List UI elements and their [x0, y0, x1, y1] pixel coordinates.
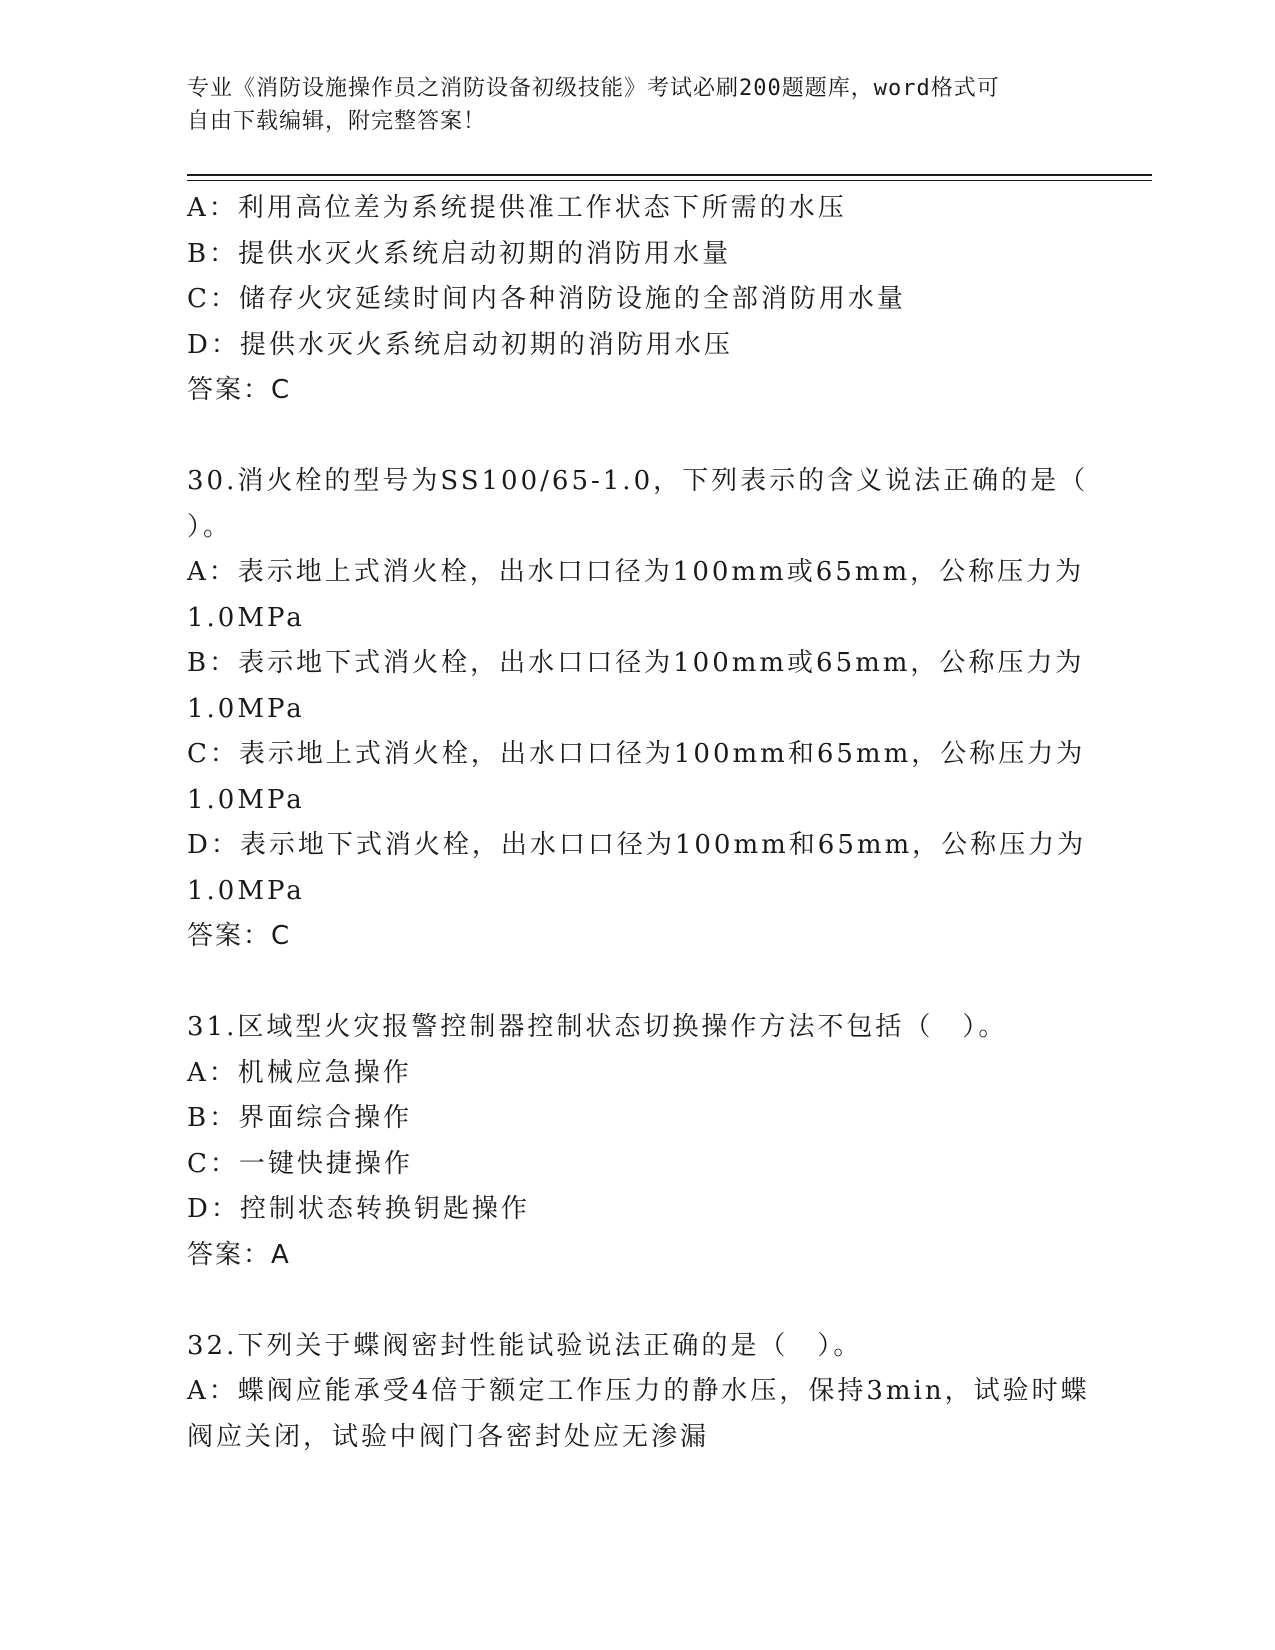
option-a: A：表示地上式消火栓，出水口口径为100mm或65mm，公称压力为	[187, 557, 1085, 587]
option-a: A：利用高位差为系统提供准工作状态下所需的水压	[187, 193, 847, 223]
option-a: A：蝶阀应能承受4倍于额定工作压力的静水压，保持3min，试验时蝶	[187, 1376, 1090, 1406]
question-stem-continued: ）。	[187, 511, 233, 542]
answer: 答案：C	[187, 921, 292, 951]
question-29-options	[187, 186, 1087, 414]
option-d-continued: 1.0MPa	[187, 875, 305, 906]
header-line-2: 自由下载编辑，附完整答案！	[187, 109, 487, 134]
answer: 答案：C	[187, 375, 292, 405]
spacer	[187, 1278, 1087, 1324]
option-c-continued: 1.0MPa	[187, 784, 305, 815]
question-stem: 31.区域型火灾报警控制器控制状态切换操作方法不包括（ ）。	[187, 1012, 1008, 1042]
document-header	[187, 72, 1087, 138]
option-d: D：表示地下式消火栓，出水口口径为100mm和65mm，公称压力为	[187, 830, 1087, 860]
question-30	[187, 459, 1087, 960]
question-31	[187, 1005, 1087, 1278]
question-stem: 32.下列关于蝶阀密封性能试验说法正确的是（ ）。	[187, 1330, 863, 1361]
option-c: C：一键快捷操作	[187, 1148, 413, 1179]
question-32	[187, 1324, 1090, 1461]
option-a-continued: 1.0MPa	[187, 602, 305, 633]
option-d: D：控制状态转换钥匙操作	[187, 1194, 530, 1224]
option-b: B：表示地下式消火栓，出水口口径为100mm或65mm，公称压力为	[187, 648, 1085, 678]
spacer	[187, 414, 1087, 460]
header-divider-thick	[187, 174, 1152, 176]
option-b-continued: 1.0MPa	[187, 693, 305, 724]
spacer	[187, 960, 1087, 1006]
option-c: C：储存火灾延续时间内各种消防设施的全部消防用水量	[187, 284, 906, 314]
header-divider-thin	[187, 180, 1152, 181]
header-line-1: 专业《消防设施操作员之消防设备初级技能》考试必刷200题题库，word格式可	[187, 76, 1000, 101]
question-list	[187, 186, 1090, 1460]
option-c: C：表示地上式消火栓，出水口口径为100mm和65mm，公称压力为	[187, 739, 1086, 769]
option-a: A：机械应急操作	[187, 1057, 412, 1088]
option-a-continued: 阀应关闭，试验中阀门各密封处应无渗漏	[187, 1421, 710, 1452]
option-b: B：提供水灭火系统启动初期的消防用水量	[187, 238, 732, 269]
question-stem: 30.消火栓的型号为SS100/65-1.0，下列表示的含义说法正确的是（	[187, 466, 1089, 496]
option-d: D：提供水灭火系统启动初期的消防用水压	[187, 329, 733, 360]
option-b: B：界面综合操作	[187, 1103, 413, 1133]
answer: 答案：A	[187, 1239, 291, 1270]
